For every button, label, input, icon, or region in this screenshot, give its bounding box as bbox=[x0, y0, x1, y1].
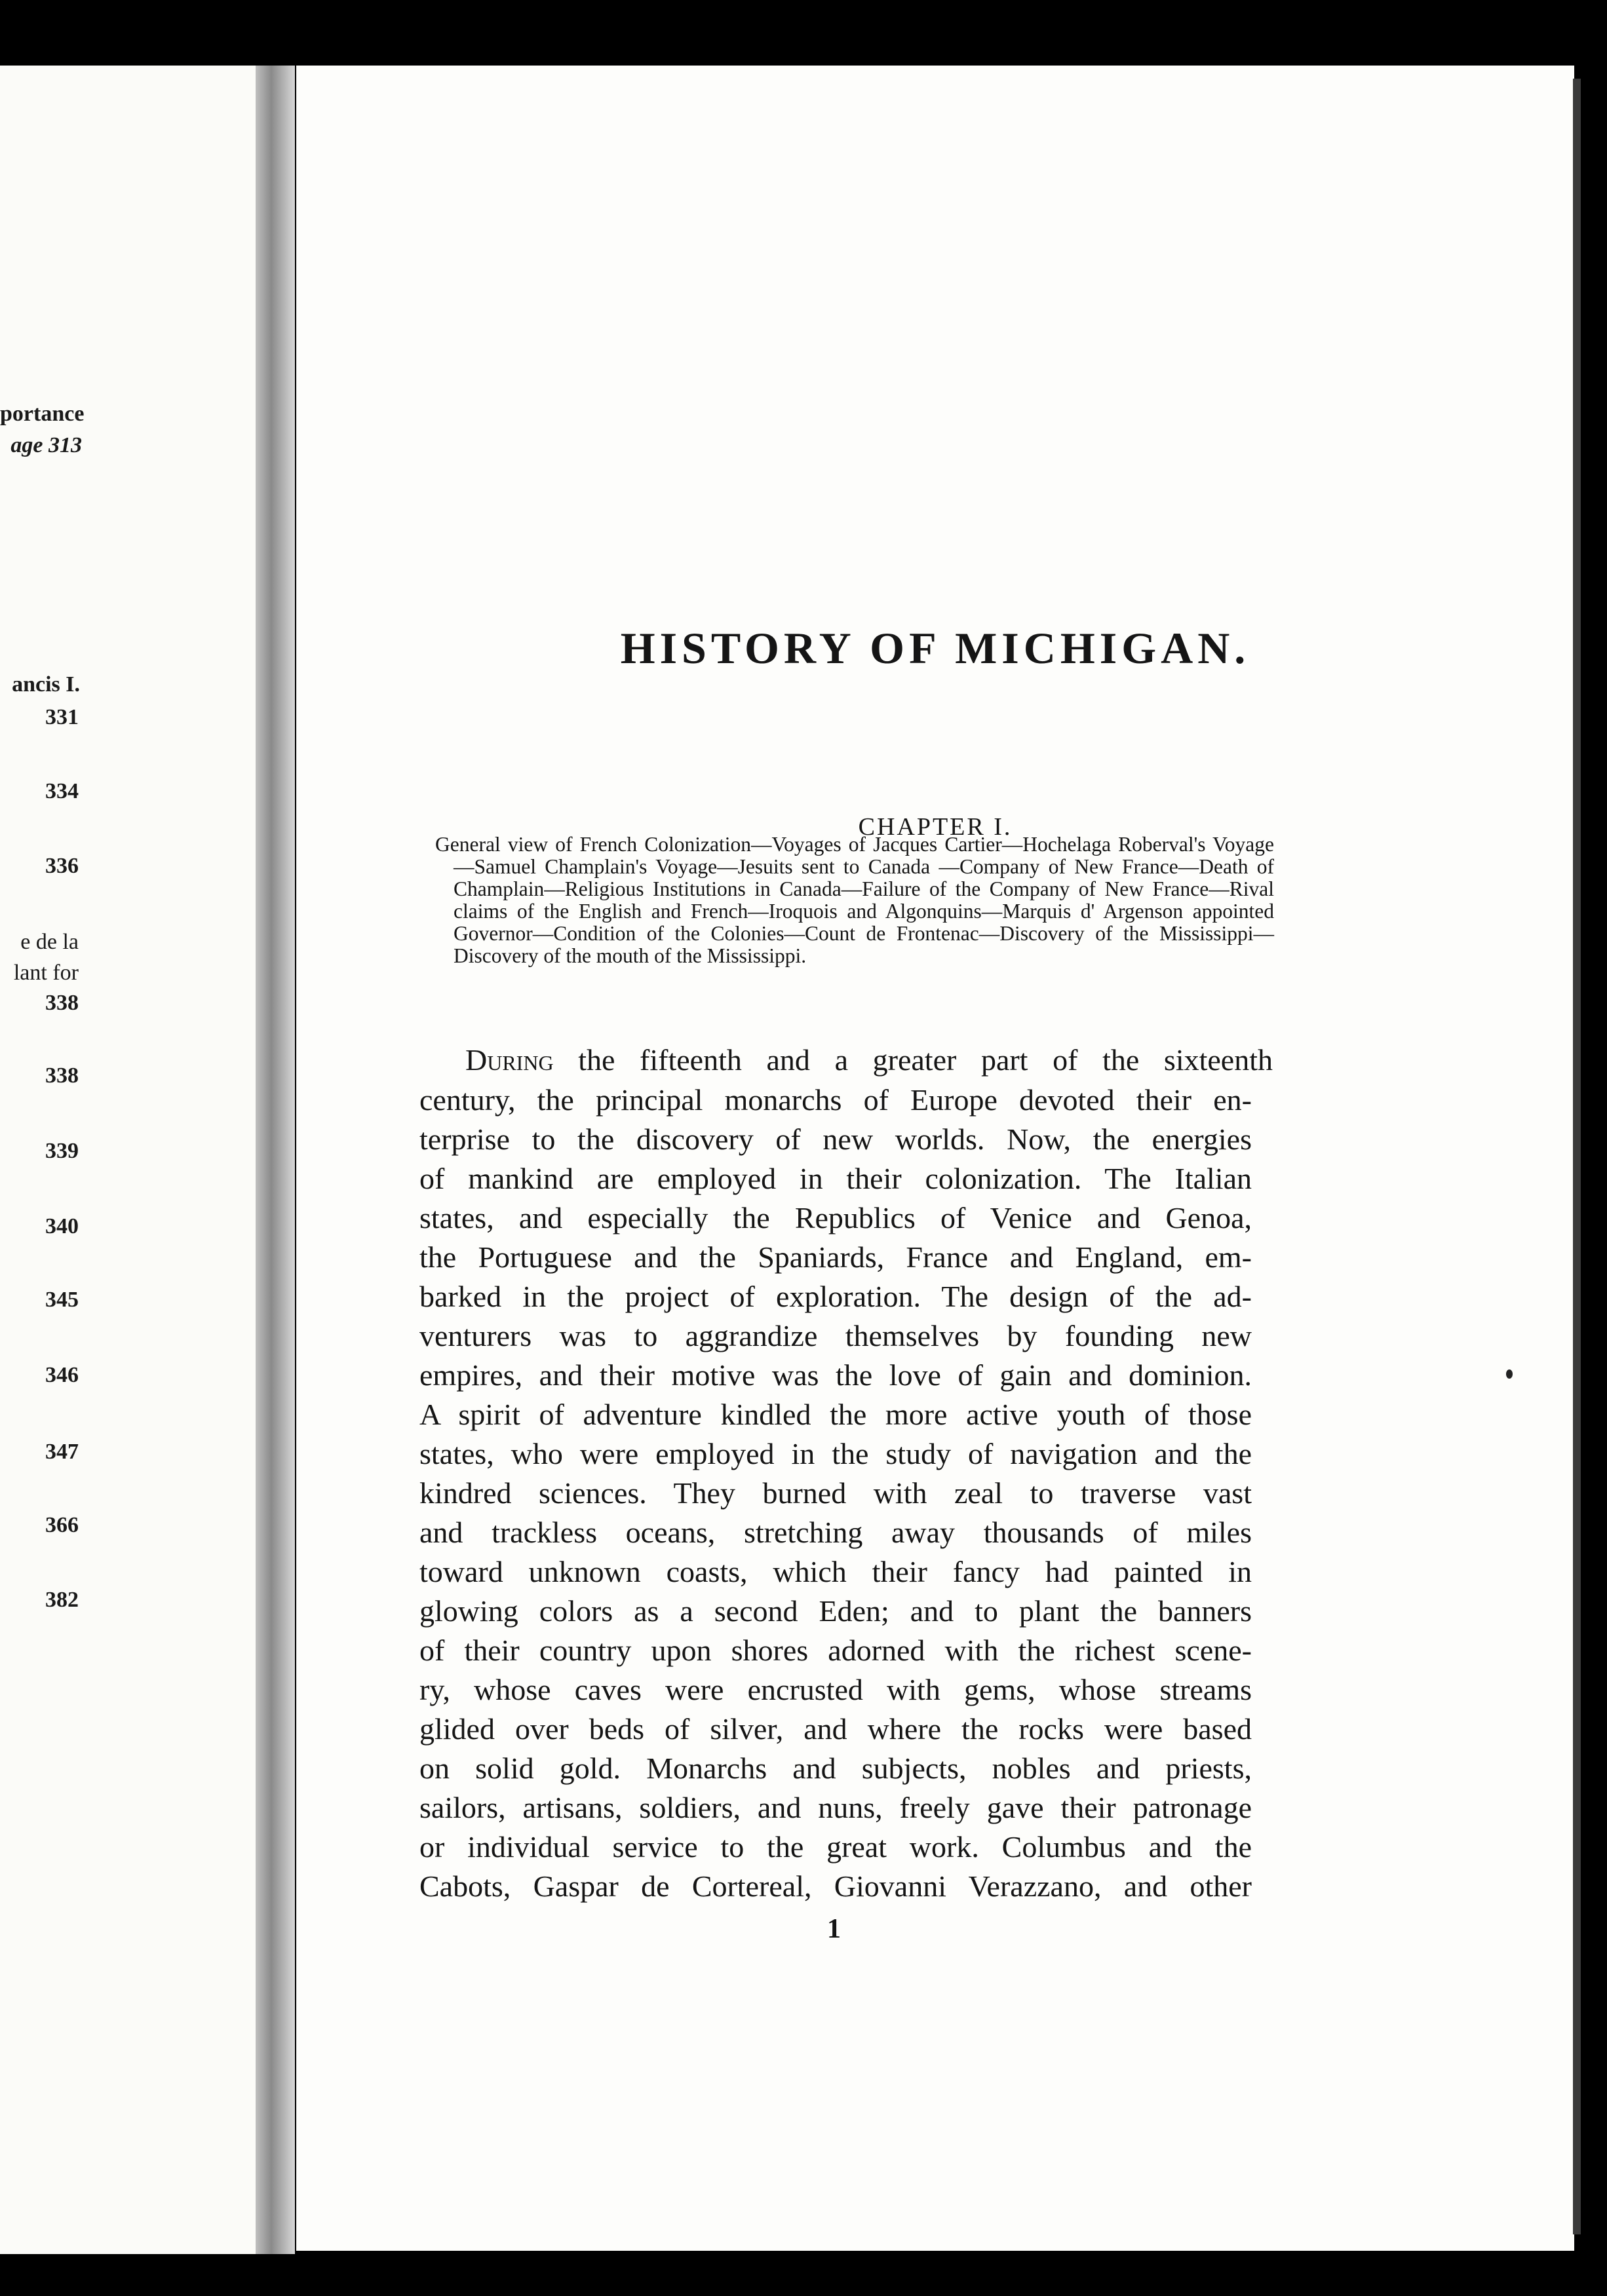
body-line: and trackless oceans, stretching away thousands of miles bbox=[419, 1516, 1252, 1549]
body-line: states, who were employed in the study of navigation and the bbox=[419, 1437, 1252, 1470]
body-line: glided over beds of silver, and where the rocks were based bbox=[419, 1712, 1252, 1746]
chapter-heading: CHAPTER I. bbox=[858, 813, 1013, 841]
body-line: venturers was to aggrandize themselves by founding new bbox=[419, 1319, 1252, 1352]
left-page-number: 338 bbox=[45, 1063, 79, 1088]
left-text-line: age 313 bbox=[10, 433, 82, 457]
left-page-number: 340 bbox=[45, 1214, 79, 1238]
left-page-number: 347 bbox=[45, 1440, 79, 1464]
body-line: terprise to the discovery of new worlds. Now, the energies bbox=[419, 1122, 1252, 1156]
left-page-number: 339 bbox=[45, 1139, 79, 1163]
left-page-number: 366 bbox=[45, 1513, 79, 1537]
chapter-summary: General view of French Colonization—Voyages of Jacques Cartier—Hochelaga Roberval's Voyage—Samuel Champlain's Voyage—Jesuits sent to Canada —Company of New France—Death of Champlain—Religious Institutions in Canada—Failure of the Company of New France—Rival claims of the English and French—Iroquois and Algonquins—Marquis d' Argenson appointed Governor—Condition of the Colonies—Count de Frontenac—Discovery of the Mississippi—Discovery of the mouth of the Mississippi. bbox=[435, 833, 1274, 967]
margin-mark bbox=[1506, 1369, 1513, 1379]
body-line: ry, whose caves were encrusted with gems, whose streams bbox=[419, 1673, 1252, 1706]
body-line: toward unknown coasts, which their fancy had painted in bbox=[419, 1555, 1252, 1588]
page-number: 1 bbox=[827, 1914, 841, 1944]
book-gutter bbox=[256, 66, 295, 2254]
left-page-number: 382 bbox=[45, 1588, 79, 1612]
left-text-line: e de la bbox=[20, 930, 79, 954]
body-line: sailors, artisans, soldiers, and nuns, freely gave their patronage bbox=[419, 1791, 1252, 1824]
body-line-text: the fifteenth and a greater part of the sixteenth bbox=[553, 1043, 1273, 1077]
left-page-number: 338 bbox=[45, 991, 79, 1015]
page-edge-shadow bbox=[1573, 79, 1581, 2234]
page-title: HISTORY OF MICHIGAN. bbox=[620, 623, 1250, 673]
body-line: kindred sciences. They burned with zeal to traverse vast bbox=[419, 1476, 1252, 1510]
body-line: empires, and their motive was the love of gain and dominion. bbox=[419, 1358, 1252, 1392]
left-page-number: 346 bbox=[45, 1363, 79, 1387]
left-text-line: portance bbox=[0, 402, 85, 426]
body-line: states, and especially the Republics of Venice and Genoa, bbox=[419, 1201, 1252, 1234]
body-line: glowing colors as a second Eden; and to plant the banners bbox=[419, 1594, 1252, 1628]
left-page-number: 331 bbox=[45, 705, 79, 729]
left-page-number: 345 bbox=[45, 1288, 79, 1312]
body-line: Cabots, Gaspar de Cortereal, Giovanni Verazzano, and other bbox=[419, 1869, 1252, 1903]
left-page-number: 336 bbox=[45, 854, 79, 878]
body-line: century, the principal monarchs of Europe devoted their en- bbox=[419, 1083, 1252, 1117]
body-line: the Portuguese and the Spaniards, France and England, em- bbox=[419, 1240, 1252, 1274]
body-line: A spirit of adventure kindled the more active youth of those bbox=[419, 1398, 1252, 1431]
left-text-line: ancis I. bbox=[12, 672, 80, 697]
body-line: of their country upon shores adorned with the richest scene- bbox=[419, 1634, 1252, 1667]
body-line: or individual service to the great work. Columbus and the bbox=[419, 1830, 1252, 1864]
body-first-line bbox=[465, 1043, 1273, 1077]
body-line: barked in the project of exploration. The design of the ad- bbox=[419, 1280, 1252, 1313]
body-line: of mankind are employed in their colonization. The Italian bbox=[419, 1162, 1252, 1195]
left-page-number: 334 bbox=[45, 779, 79, 803]
body-line: on solid gold. Monarchs and subjects, nobles and priests, bbox=[419, 1751, 1252, 1785]
drop-word: During bbox=[465, 1043, 554, 1077]
left-text-line: lant for bbox=[13, 961, 79, 985]
